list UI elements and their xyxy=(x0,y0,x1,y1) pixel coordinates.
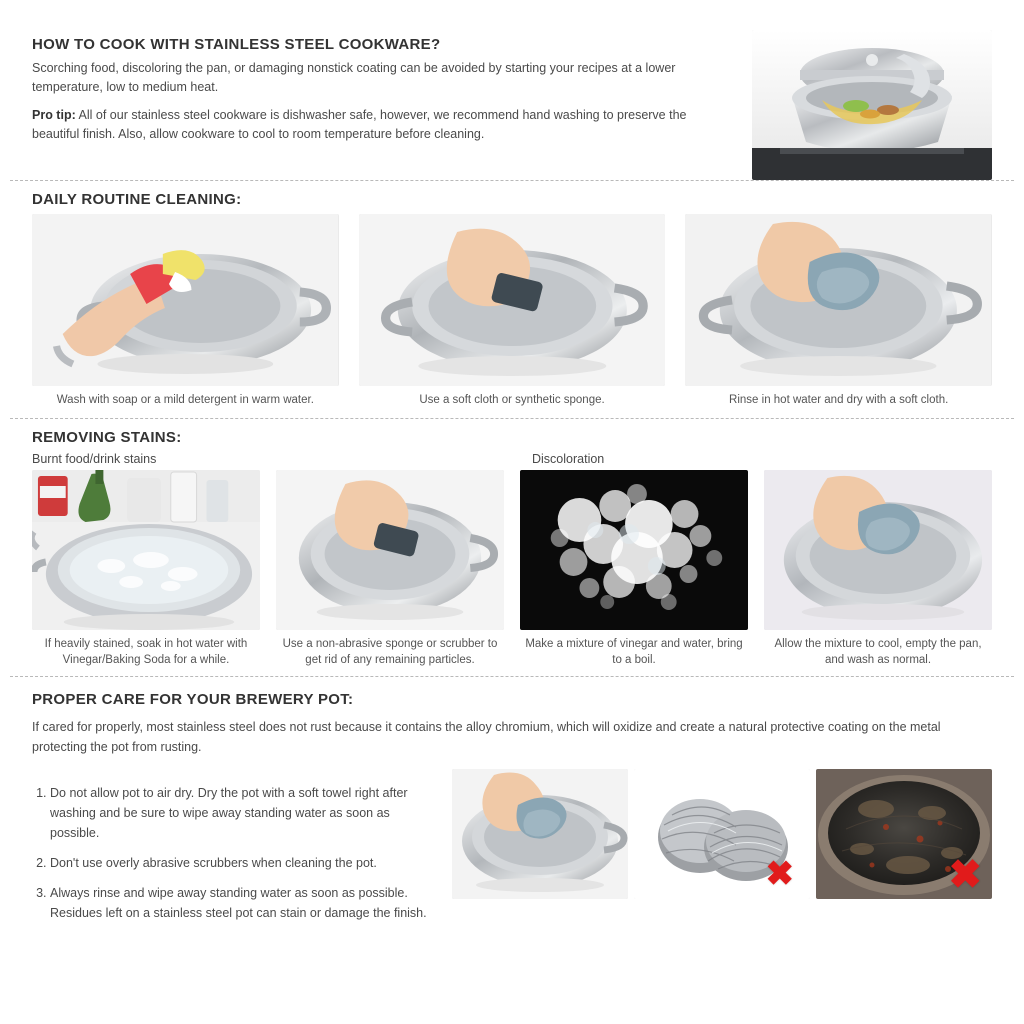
brewery-care-section xyxy=(0,691,1024,933)
daily-routine-steps xyxy=(32,214,992,418)
red-cross-mark-burnt-pan: ✖ xyxy=(948,853,982,898)
divider-2 xyxy=(10,418,1014,419)
stain-step-photo-3 xyxy=(520,470,748,630)
stain-step xyxy=(32,470,260,668)
intro-paragraph: Scorching food, discoloring the pan, or damaging nonstick coating can be avoided by starting your recipes at a lower temperature, low to medium heat. xyxy=(32,61,676,95)
intro-protip xyxy=(32,106,692,145)
protip-text: All of our stainless steel cookware is dishwasher safe, however, we recommend hand washing to preserve the beautiful finish. Also, allow cookware to cool to room temperature before cleaning. xyxy=(32,107,687,142)
daily-step xyxy=(359,214,666,408)
brewery-photo-scrubbers xyxy=(634,769,810,899)
stain-subhead-burnt: Burnt food/drink stains xyxy=(32,452,157,467)
intro-section xyxy=(0,0,1024,180)
stain-step-photo-2 xyxy=(276,470,504,630)
daily-step-caption-2: Use a soft cloth or synthetic sponge. xyxy=(419,394,605,406)
stain-step-caption-4: Allow the mixture to cool, empty the pan, and wash as normal. xyxy=(774,638,982,667)
intro-title: HOW TO COOK WITH STAINLESS STEEL COOKWARE? xyxy=(32,36,441,53)
daily-step-caption-1: Wash with soap or a mild detergent in warm water. xyxy=(56,394,314,406)
removing-stains-title: REMOVING STAINS: xyxy=(32,429,182,447)
brewery-care-list-block xyxy=(32,769,430,933)
stain-step-photo-4 xyxy=(764,470,992,630)
protip-label: Pro tip: xyxy=(32,107,76,122)
stain-subheads xyxy=(32,452,992,466)
intro-text-block xyxy=(32,26,736,153)
stain-subhead-discoloration: Discoloration xyxy=(532,452,605,467)
intro-photo xyxy=(752,30,992,180)
brewery-care-body xyxy=(32,765,992,933)
list-item: 2. Don't use overly abrasive scrubbers when cleaning the pot. xyxy=(50,853,430,873)
removing-stains-steps xyxy=(32,470,992,676)
removing-stains-section xyxy=(0,429,1024,676)
list-item: 1. Do not allow pot to air dry. Dry the pot with a soft towel right after washing and be sure to wipe away standing water as soon as possible. xyxy=(50,783,430,843)
stain-step xyxy=(764,470,992,668)
brewery-care-title: PROPER CARE FOR YOUR BREWERY POT: xyxy=(32,691,354,709)
brewery-photo-drying xyxy=(452,769,628,899)
daily-step xyxy=(32,214,339,408)
brewery-care-list xyxy=(32,783,430,923)
daily-step-caption-3: Rinse in hot water and dry with a soft cloth. xyxy=(729,394,949,406)
daily-step-photo-3 xyxy=(685,214,992,386)
divider-3 xyxy=(10,676,1014,677)
brewery-care-paragraph: If cared for properly, most stainless steel does not rust because it contains the alloy chromium, which will oxidize and create a natural protective coating on the metal protecting the pot from rusting. xyxy=(32,720,941,754)
daily-step-photo-2 xyxy=(359,214,666,386)
stain-step-caption-3: Make a mixture of vinegar and water, bring to a boil. xyxy=(525,638,743,667)
daily-step xyxy=(685,214,992,408)
red-cross-mark-scrubbers: ✖ xyxy=(765,855,794,894)
stain-step-photo-1 xyxy=(32,470,260,630)
daily-step-photo-1 xyxy=(32,214,339,386)
brewery-photo-burnt-pan xyxy=(816,769,992,899)
list-item: 3. Always rinse and wipe away standing water as soon as possible. Residues left on a stainless steel pot can stain or damage the finish. xyxy=(50,883,430,923)
divider-1 xyxy=(10,180,1014,181)
daily-routine-section xyxy=(0,191,1024,418)
stain-step xyxy=(520,470,748,668)
brewery-care-photos xyxy=(452,769,992,933)
daily-routine-title: DAILY ROUTINE CLEANING: xyxy=(32,191,242,208)
stain-step xyxy=(276,470,504,668)
stain-step-caption-2: Use a non-abrasive sponge or scrubber to get rid of any remaining particles. xyxy=(282,638,498,667)
stain-step-caption-1: If heavily stained, soak in hot water with Vinegar/Baking Soda for a while. xyxy=(44,638,248,667)
